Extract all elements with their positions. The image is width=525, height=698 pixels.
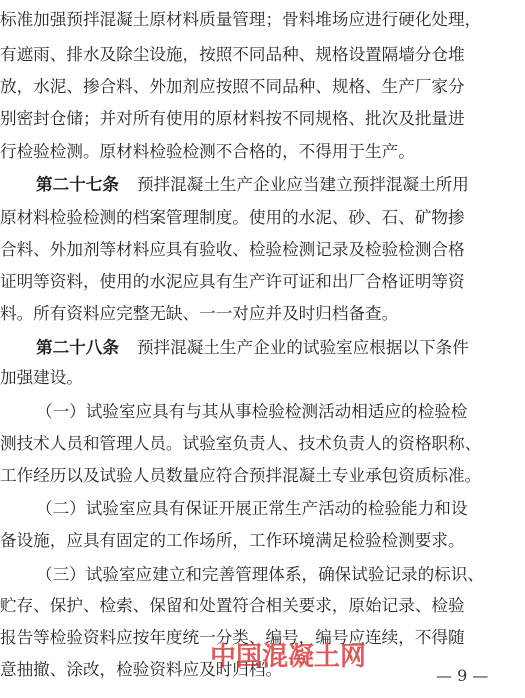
body-line: 加强建设。 [0, 368, 83, 387]
body-line: 意抽撤、涂改，检验资料应及时归档。 [0, 660, 283, 679]
body-line: 合料、外加剂等材料应具有验收、检验检测记录及检验检测合格 [0, 240, 465, 259]
body-line: 工作经历以及试验人员数量应符合预拌混凝土专业承包资质标准。 [0, 466, 482, 485]
article-number: 第二十八条 [36, 338, 119, 357]
page-number: — 9 — [436, 666, 489, 685]
article-28-heading-line [0, 336, 525, 360]
body-line: 证明等资料，使用的水泥应具有生产许可证和出厂合格证明等资 [0, 272, 465, 291]
body-line: 有遮雨、排水及除尘设施，按照不同品种、规格设置隔墙分仓堆 [0, 45, 465, 64]
item-1-first-line: （一）试验室应具有与其从事检验检测活动相适应的检验检 [36, 402, 468, 421]
article-27-heading-line [0, 173, 525, 197]
body-line: 料。所有资料应完整无缺、一一对应并及时归档备查。 [0, 304, 399, 323]
body-line: 放，水泥、掺合料、外加剂应按照不同品种、规格、生产厂家分 [0, 77, 465, 96]
watermark-logo: 中国混凝土网 [210, 642, 367, 672]
body-line: 原材料检验检测的档案管理制度。使用的水泥、砂、石、矿物掺 [0, 208, 465, 227]
article-text: 预拌混凝土生产企业的试验室应根据以下条件 [136, 338, 469, 357]
article-text: 预拌混凝土生产企业应当建立预拌混凝土所用 [136, 175, 469, 194]
body-line: 行检验检测。原材料检验检测不合格的，不得用于生产。 [0, 142, 415, 161]
item-3-first-line: （三）试验室应建立和完善管理体系，确保试验记录的标识、 [36, 565, 485, 584]
body-line: 标准加强预拌混凝土原材料质量管理；骨料堆场应进行硬化处理， [0, 10, 482, 29]
item-2-first-line: （二）试验室应具有保证开展正常生产活动的检验能力和设 [36, 499, 468, 518]
body-line: 测技术人员和管理人员。试验室负责人、技术负责人的资格职称、 [0, 434, 482, 453]
body-line: 别密封仓储；并对所有使用的原材料按不同规格、批次及批量进 [0, 109, 465, 128]
body-line: 备设施，应具有固定的工作场所，工作环境满足检验检测要求。 [0, 531, 465, 550]
body-line: 贮存、保护、检索、保留和处置符合相关要求，原始记录、检验 [0, 596, 465, 615]
body-line: 报告等检验资料应按年度统一分类、编号，编号应连续，不得随 [0, 628, 465, 647]
article-number: 第二十七条 [36, 175, 119, 194]
